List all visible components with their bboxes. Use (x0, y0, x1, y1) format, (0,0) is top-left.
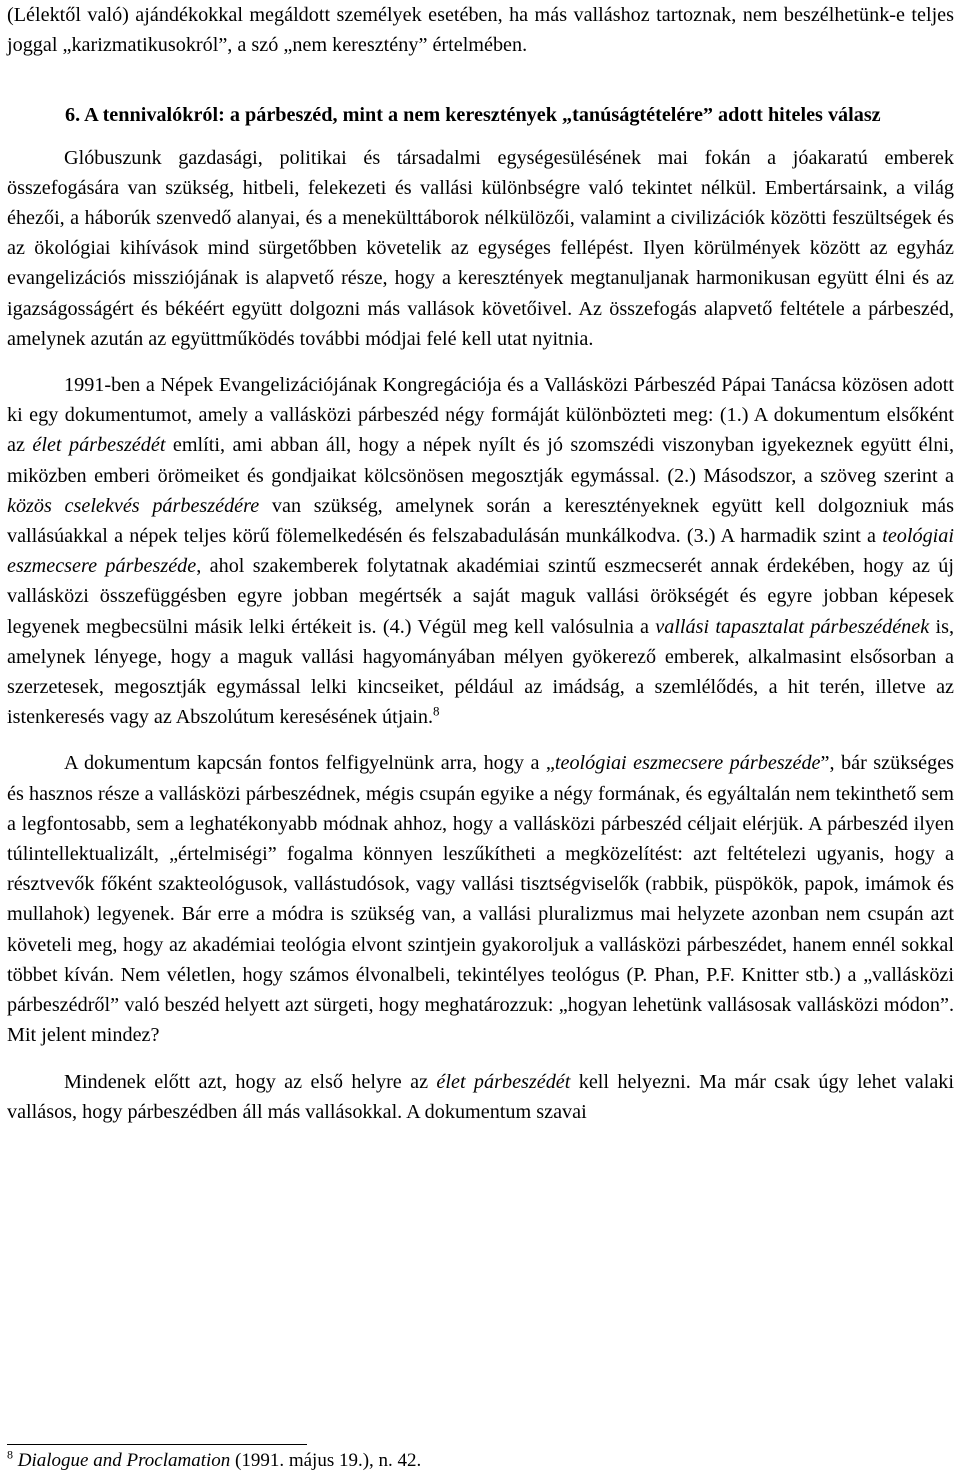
footnote-text: (1991. május 19.), n. 42. (230, 1450, 422, 1471)
footnote (7, 1447, 422, 1472)
italic-term: közös cselekvés párbeszédére (7, 494, 260, 517)
text-run: említi, ami abban áll, hogy a népek nyílt és jó szomszédi viszonyban igyekeznek együtt élni, miközben emberi örömeiket és gondjaikat kölcsönösen megosztják egymással. (2.) Másodszor, a szöveg szerint a (7, 434, 955, 487)
continuation-paragraph: (Lélektől való) ajándékokkal megáldott személyek esetében, ha más valláshoz tartoznak, nem beszélhetünk-e teljes joggal „karizmatikusokról”, a szó „nem keresztény” értelmében. (7, 4, 954, 57)
text-run: , ahol szakemberek folytatnak akadémiai szintű eszmecserét annak érdekében, hogy az új vallásközi összefüggésben egyre jobban megértsék a saját maguk vallási örökségét és egyre jobban képesek legyenek megbecsülni másik lelki értékeit is. (4.) Végül meg kell valósulnia a (7, 555, 954, 638)
text-run: is, amelynek lényege, hogy a maguk vallási hagyományában mélyen gyökerező emberek, alkalmasint elsősorban a szerzetesek, megosztják egymással lelki kincseiket, például az imádság, a szemlélődés, a hit terén, illetve az istenkeresés vagy az Abszolútum keresésének útjain. (7, 615, 954, 729)
footnote-number: 8 (7, 1447, 13, 1462)
document-page (7, 0, 955, 1471)
text-run: van szükség, amelynek során a keresztényeknek együtt kell dolgozniuk más vallásúakkal a népek teljes körű fölemelkedésén és felszabadulásán munkálkodva. (3.) A harmadik szint a (7, 494, 954, 548)
footnote-divider (7, 1444, 307, 1445)
paragraph-2 (7, 370, 954, 732)
footnote-title: Dialogue and Proclamation (17, 1450, 231, 1471)
paragraph-3 (7, 748, 954, 1050)
italic-term: élet párbeszédét (436, 1070, 571, 1093)
text-run: Mindenek előtt azt, hogy az első helyre az (64, 1070, 437, 1093)
section-number: 6. (65, 104, 81, 127)
text-run: A dokumentum kapcsán fontos felfigyelnünk arra, hogy a „ (64, 752, 555, 775)
italic-term: teológiai eszmecsere párbeszéde (7, 525, 954, 578)
paragraph-4 (7, 1067, 954, 1127)
text-run: kell helyezni. Ma már csak úgy lehet valaki vallásos, hogy párbeszédben áll más vallásokkal. A dokumentum szavai (7, 1070, 954, 1123)
paragraph-1: Glóbuszunk gazdasági, politikai és társadalmi egységesülésének mai fokán a jóakaratú emberek összefogására van szükség, hitbeli, felekezeti és vallási különbségre való tekintet nélkül. Embertársaink, a világ éhezői, a háborúk szenvedő alanyai, és a menekülttáborok nélkülözői, valamint a civilizációk közötti feszültségek és az ökológiai kihívások mind sürgetőbben követelik az egységes fellépést. Ilyen körülmények között az egyház evangelizációs missziójának is alapvető része, hogy a keresztények megtanuljanak harmonikusan együtt élni és az igazságosságért és békéért együtt dolgozni más vallások követőivel. Az összefogás alapvető feltétele a párbeszéd, amelynek azután az együttműködés további módjai felé kell utat nyitnia. (7, 146, 954, 350)
text-run: ”, bár szükséges és hasznos része a vallásközi párbeszédnek, mégis csupán egyike a négy formának, és egyáltalán nem tekinthető sem a legfontosabb, sem a leghatékonyabb módnak ahhoz, hogy a vallásközi párbeszéd céljait elérjük. A párbeszéd ilyen túlintellektualizált, „értelmiségi” fogalma könnyen leszűkítheti a megközelítést: azt feltételezi ugyanis, hogy a résztvevők főként szakteológusok, vallástudósok, vagy vallási tisztségviselők (rabbik, püspökök, papok, imámok és mullahok) legyenek. Bár erre a módra is szükség van, a vallási pluralizmus mai helyzete azonban nem csupán azt követeli meg, hogy az akadémiai teológia elvont szintjein gyakoroljuk a vallásközi párbeszédet, hanem ennél sokkal többet kíván. Nem véletlen, hogy számos élvonalbeli, tekintélyes teológus (P. Phan, P.F. Knitter stb.) a „vallásközi párbeszédről” való beszéd helyett azt sürgeti, hogy meghatározzuk: „hogyan lehetünk vallásosak vallásközi módon”. Mit jelent mindez? (7, 752, 955, 1047)
italic-term: teológiai eszmecsere párbeszéde (554, 752, 821, 775)
section-heading (7, 100, 954, 130)
text-run: 1991-ben a Népek Evangelizációjának Kongregációja és a Vallásközi Párbeszéd Pápai Tanácsa közösen adott ki egy dokumentumot, amely a vallásközi párbeszéd négy formáját különbözteti meg: (1.) A dokumentum elsőként az (7, 374, 954, 457)
italic-term: élet párbeszédét (32, 434, 166, 457)
section-title: A tennivalókról: a párbeszéd, mint a nem keresztények „tanúságtételére” adott hiteles válasz (84, 104, 881, 127)
italic-term: vallási tapasztalat párbeszédének (655, 615, 930, 638)
footnote-reference[interactable]: 8 (433, 703, 440, 719)
